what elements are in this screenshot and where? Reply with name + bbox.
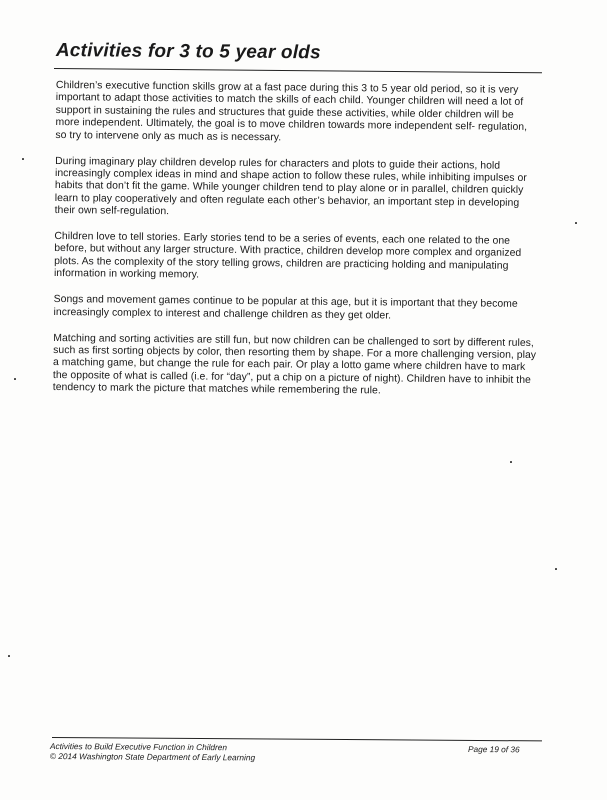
footer-copyright: © 2014 Washington State Department of Early Learning bbox=[49, 750, 256, 763]
scan-speck bbox=[14, 378, 16, 380]
paragraph-matching-sorting: Matching and sorting activities are still fun, but now children can be challenged to sort by different rules, such as first sorting objects by color, then resorting them by shape. For a more challenging version, play a matching game, but change the rule for each pair. Or play a lotto game where children have to mark the opposite of what is called (i.e. for “day”, put a chip on a picture of night). Children have to inhibit the tendency to mark the picture that matches while remembering the rule. bbox=[52, 332, 537, 397]
scan-speck bbox=[575, 222, 577, 224]
footer-publication-title: Activities to Build Executive Function in Children bbox=[49, 741, 228, 753]
title-underline bbox=[54, 68, 542, 73]
paragraph-songs-movement: Songs and movement games continue to be popular at this age, but it is important that they become increasingly complex to interest and challenge children as they get older. bbox=[53, 294, 518, 322]
page-title: Activities for 3 to 5 year olds bbox=[55, 40, 321, 64]
page-number: Page 19 of 36 bbox=[467, 744, 520, 755]
scan-speck bbox=[555, 568, 557, 570]
paragraph-intro: Children’s executive function skills grow at a fast pace during this 3 to 5 year old period, so it is very important to adapt those activities to match the skills of each child. Younger children will need a lot of support in sustaining the rules and structures that guide these activities, while older children will be more independent. Ultimately, the goal is to move children towards more independent self- regulation, so try to intervene only as much as is necessary. bbox=[55, 80, 528, 143]
scan-speck bbox=[22, 158, 24, 160]
scan-speck bbox=[510, 461, 512, 463]
paragraph-storytelling: Children love to tell stories. Early stories tend to be a series of events, each one related to the one before, but without any larger structure. With practice, children develop more complex and organized plots. As the complexity of the story telling grows, children are practicing holding and manipulating information in working memory. bbox=[53, 231, 522, 281]
paragraph-imaginary-play: During imaginary play children develop rules for characters and plots to guide their actions, hold increasingly complex ideas in mind and shape action to follow these rules, while inhibiting impulses or habits that don’t fit the game. While younger children tend to play alone or in parallel, children quickly learn to play cooperatively and often regulate each other’s behavior, an important step in developing their own self-regulation. bbox=[54, 155, 527, 218]
document-body bbox=[53, 80, 540, 413]
scan-speck bbox=[8, 655, 10, 657]
footer-credits bbox=[50, 741, 255, 762]
